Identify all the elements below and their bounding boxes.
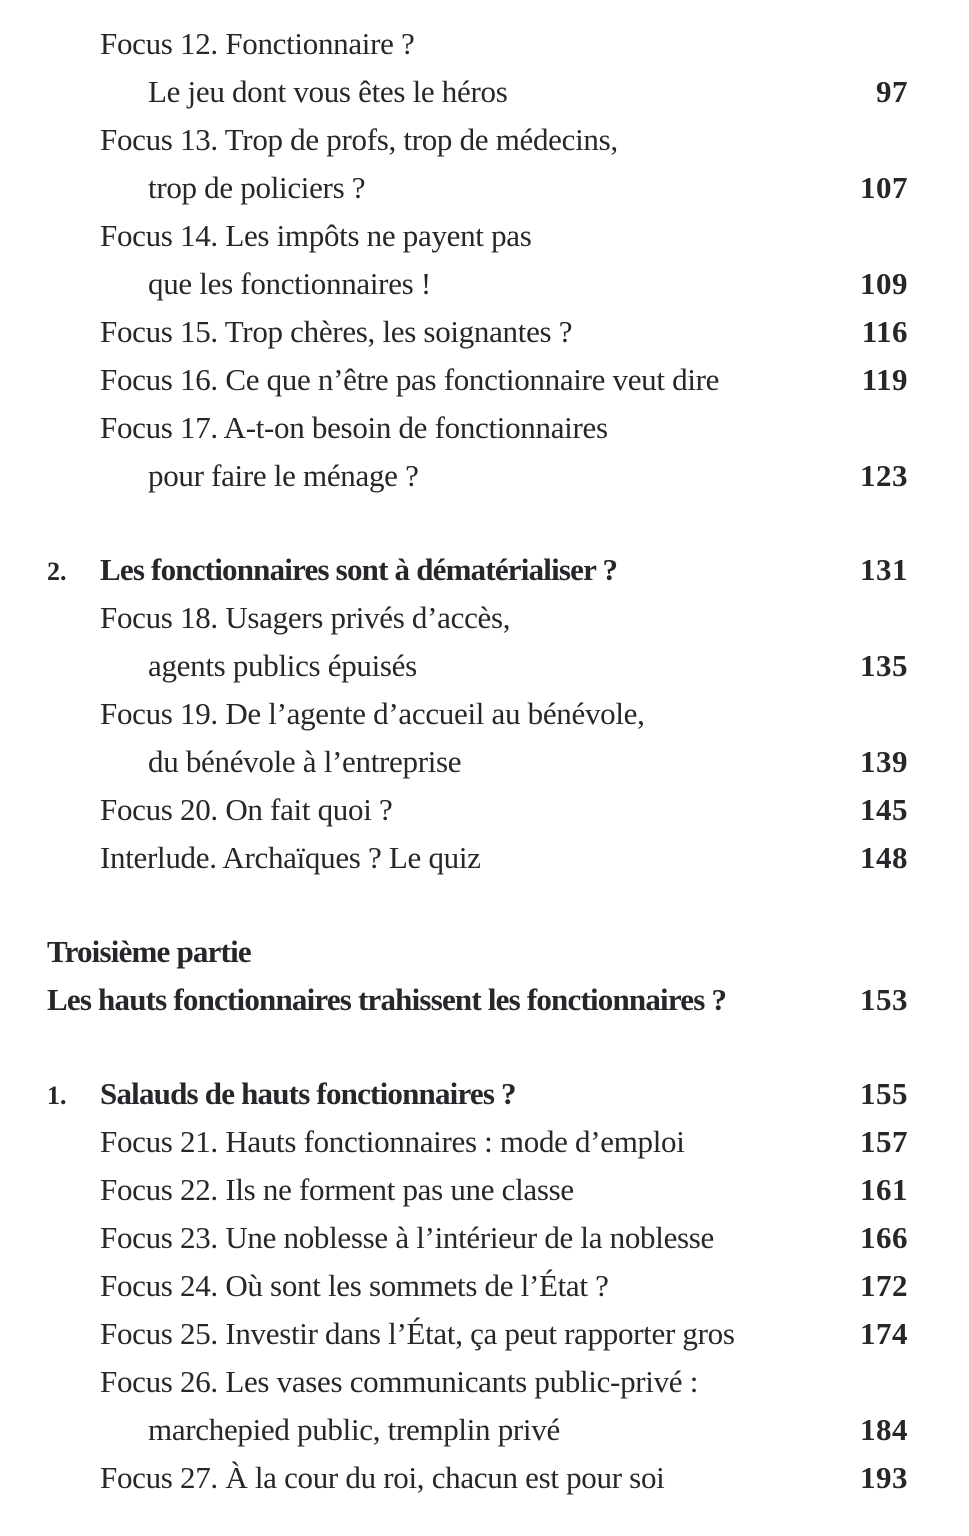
toc-row — [47, 20, 908, 68]
toc-row — [47, 452, 908, 500]
toc-row — [47, 260, 908, 308]
toc-entry — [47, 308, 908, 356]
toc-line: trop de policiers ? — [148, 170, 366, 205]
toc-row — [47, 68, 908, 116]
toc-row — [47, 1214, 908, 1262]
toc-row — [47, 1166, 908, 1214]
page-number: 157 — [860, 1124, 908, 1159]
page-number: 172 — [860, 1268, 908, 1303]
toc-entry — [47, 20, 908, 116]
toc-entry — [47, 834, 908, 882]
toc-line: Focus 13. Trop de profs, trop de médecins, — [100, 122, 618, 157]
toc-entry — [47, 356, 908, 404]
toc-entry — [47, 1454, 908, 1502]
toc-row — [47, 594, 908, 642]
page-number: 145 — [860, 792, 908, 827]
toc-line: marchepied public, tremplin privé — [148, 1412, 560, 1447]
toc-entry — [47, 546, 908, 594]
toc-row — [47, 1358, 908, 1406]
toc-entry — [47, 1118, 908, 1166]
toc-line: Focus 24. Où sont les sommets de l’État ? — [100, 1268, 609, 1303]
toc-line: Focus 18. Usagers privés d’accès, — [100, 600, 511, 635]
page-number: 135 — [860, 648, 908, 683]
toc-row — [47, 976, 908, 1024]
toc-line: Focus 20. On fait quoi ? — [100, 792, 393, 827]
toc-line: Focus 19. De l’agente d’accueil au bénévole, — [100, 696, 645, 731]
toc-line: Focus 15. Trop chères, les soignantes ? — [100, 314, 573, 349]
page-number: 131 — [860, 552, 908, 587]
toc-row — [47, 1406, 908, 1454]
toc-entry — [47, 1070, 908, 1118]
toc-row — [47, 164, 908, 212]
toc-line: Interlude. Archaïques ? Le quiz — [100, 840, 481, 875]
part-heading-line: Les hauts fonctionnaires trahissent les fonctionnaires ? — [47, 982, 727, 1017]
toc-row — [47, 546, 908, 594]
page-number: 193 — [860, 1460, 908, 1495]
toc-row — [47, 928, 908, 976]
page-number: 97 — [876, 74, 908, 109]
toc-entry — [47, 1166, 908, 1214]
toc-entry — [47, 212, 908, 308]
toc-entry — [47, 786, 908, 834]
toc-line: Focus 14. Les impôts ne payent pas — [100, 218, 532, 253]
chapter-title: Salauds de hauts fonctionnaires ? — [100, 1076, 516, 1111]
page-number: 166 — [860, 1220, 908, 1255]
toc-entry — [47, 116, 908, 212]
toc-line: que les fonctionnaires ! — [148, 266, 431, 301]
toc-entry — [47, 594, 908, 690]
toc-line: Focus 17. A-t-on besoin de fonctionnaires — [100, 410, 608, 445]
toc-line: Focus 16. Ce que n’être pas fonctionnaire veut dire — [100, 362, 720, 397]
page-number: 148 — [860, 840, 908, 875]
toc-row — [47, 690, 908, 738]
toc-line: Focus 26. Les vases communicants public-privé : — [100, 1364, 699, 1399]
toc-entry — [47, 1262, 908, 1310]
page-number: 153 — [860, 982, 908, 1017]
toc-line: Focus 12. Fonctionnaire ? — [100, 26, 415, 61]
chapter-number: 1. — [47, 1081, 67, 1110]
part-heading-line: Troisième partie — [47, 934, 251, 969]
page-number: 155 — [860, 1076, 908, 1111]
toc-row — [47, 834, 908, 882]
page-number: 161 — [860, 1172, 908, 1207]
page-number: 123 — [860, 458, 908, 493]
toc-line: Focus 25. Investir dans l’État, ça peut rapporter gros — [100, 1316, 735, 1351]
toc-line: Focus 23. Une noblesse à l’intérieur de la noblesse — [100, 1220, 715, 1255]
toc-row — [47, 1118, 908, 1166]
toc-line: agents publics épuisés — [148, 648, 417, 683]
chapter-number: 2. — [47, 557, 67, 586]
chapter-title: Les fonctionnaires sont à dématérialiser ? — [100, 552, 618, 587]
toc-row — [47, 738, 908, 786]
toc-line: du bénévole à l’entreprise — [148, 744, 462, 779]
toc-entry — [47, 1310, 908, 1358]
toc-row — [47, 1262, 908, 1310]
toc-row — [47, 116, 908, 164]
toc-entry — [47, 1214, 908, 1262]
toc-row — [47, 1454, 908, 1502]
toc-entry — [47, 1358, 908, 1454]
toc-row — [47, 212, 908, 260]
toc-entry — [47, 928, 908, 1024]
toc-row — [47, 786, 908, 834]
page-number: 139 — [860, 744, 908, 779]
toc-line: Focus 21. Hauts fonctionnaires : mode d’emploi — [100, 1124, 685, 1159]
toc-line: Focus 22. Ils ne forment pas une classe — [100, 1172, 574, 1207]
page-number: 184 — [860, 1412, 908, 1447]
page-number: 109 — [860, 266, 908, 301]
toc-line: Focus 27. À la cour du roi, chacun est pour soi — [100, 1460, 665, 1495]
toc-line: Le jeu dont vous êtes le héros — [148, 74, 508, 109]
toc-entry — [47, 690, 908, 786]
toc-row — [47, 642, 908, 690]
toc-line: pour faire le ménage ? — [148, 458, 419, 493]
toc-entry — [47, 404, 908, 500]
toc-row — [47, 1070, 908, 1118]
page-number: 116 — [861, 314, 908, 349]
toc-row — [47, 308, 908, 356]
page-number: 107 — [860, 170, 908, 205]
toc-row — [47, 356, 908, 404]
page-number: 119 — [861, 362, 908, 397]
toc-list — [47, 20, 908, 1502]
toc-row — [47, 1310, 908, 1358]
toc-row — [47, 404, 908, 452]
page-number: 174 — [860, 1316, 908, 1351]
